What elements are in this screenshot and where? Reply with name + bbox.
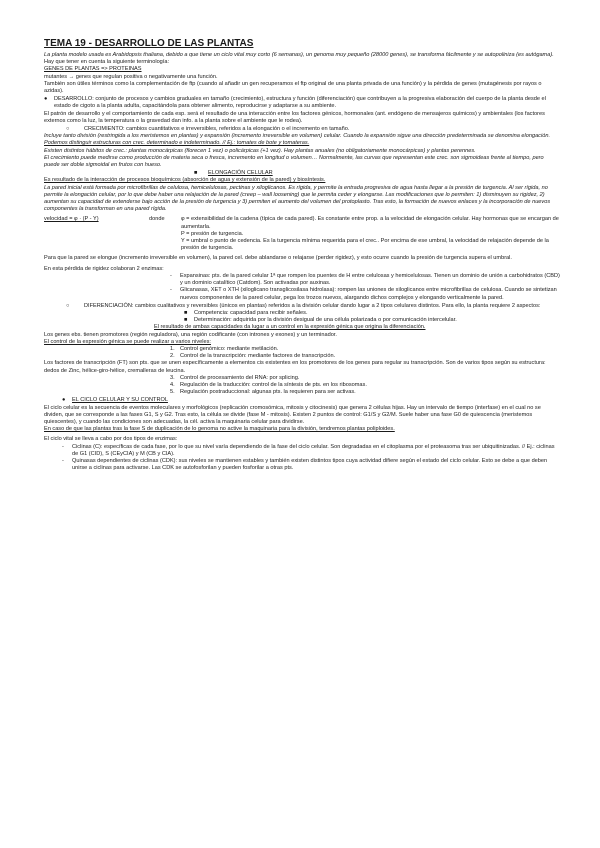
desarrollo-paragraph: El patrón de desarrollo y el comportamiento de cada esp. será el resultado de una interacción entre los factores génicos, hormonales (ant. endógeno de mensajeros químicos) y ambientales (los factores externos como la luz, la temperatura o la gravedad dan info. a la planta sobre el ambiente que le rodea). [44,110,545,124]
enzyme-item [44,287,560,301]
control-level [44,375,560,382]
crecimiento-definition: CRECIMIENTO: cambios cuantitativos e irreversibles, referidos a la elongación o el incremento en tamaño. [84,126,350,133]
circle-bullet-icon: ○ [66,302,70,309]
ciclo-item [44,444,560,458]
formula-block [44,216,560,252]
list-number: 5. [170,389,175,396]
ciclo-paragraph: El ciclo vital se lleva a cabo por dos tipos de enzimas: [44,436,178,443]
dash-bullet-icon: - [62,443,64,450]
bullet-diferenciacion [44,303,560,310]
diferenciacion-paragraph: Los factores de transcripción (FT) son pts. que se unen específicamente a elementos cis existentes en los promotores de los genes para regular su transcripción. Son de varios tipos según su estructura: dedos de Zinc, hélice-giro-hélice, cremalleras de leucina. [44,360,546,374]
dash-bullet-icon: - [170,272,172,279]
list-number: 3. [170,374,175,381]
bullet-dot-icon: ● [62,397,66,404]
ciclo-item-text: Ciclinas (C): específicas de cada fase, por lo que su nivel varía dependiendo de la fase del ciclo celular. Son degradadas en el citoplasma por el proteasoma tras ser ubiquitinizadas. // Ej.: ciclinas de G1 (CID), S (CEyCIA) y M (CB y CIA). [72,443,555,457]
circle-bullet-icon: ○ [66,126,70,133]
bullet-ciclo [44,397,560,404]
square-bullet-icon: ■ [194,170,198,177]
elongacion-paragraph: En esta pérdida de rigidez colaboran 2 enzimas: [44,265,164,272]
page-title: TEMA 19 - DESARROLLO DE LAS PLANTAS [44,38,254,49]
diferenciacion-item-text: Determinación: adquirida por la división desigual de una célula polarizada o por comunicación intercelular. [194,317,457,324]
list-number: 2. [170,353,175,360]
desarrollo-definition: DESARROLLO: conjunto de procesos y cambios graduales en tamaño (crecimiento), estructura y función (diferenciación) que contribuyen a la progresiva elaboración del cuerpo de la planta desde el estado de cigoto a la planta adulta, capacitándola para obtener alimento, reproducirse y adaptarse a su ambiente. [54,96,546,110]
elongacion-heading: ELONGACIÓN CELULAR [208,170,273,177]
formula-label: velocidad = φ · (P - Y) [44,216,99,223]
bullet-desarrollo [44,96,560,110]
bullet-crecimiento [44,126,560,133]
formula-variable: Y = umbral o punto de cedencia. Es la turgencia mínima requerida para el crec.. Por encima de ese umbral, la velocidad de relajación depende de la presión de turgencia. [181,238,549,252]
list-number: 1. [170,345,175,352]
diferenciacion-definition: DIFERENCIACIÓN: cambios cualitativos y reversibles (únicos en plantas) referidos a la división celular dando lugar a 2 tipos celulares distintos. Para ello, la planta requiere 2 aspectos: [84,302,541,309]
control-level-text: Control de procesamiento del RNA: por splicing. [180,374,300,381]
control-level-text: Regulación postraduccional: algunas pts. la requieren para ser activas. [180,389,356,396]
enzyme-text: Expansinas: pts. de la pared celular 1ª que rompen los puentes de H entre celulosas y hemicelulosas. Tienen un dominio de unión a carbohidratos (CBD) y un dominio catalítico (Catdom). Son activadas por auxinas. [180,272,560,287]
formula-variables [181,216,560,252]
ciclo-item [44,458,560,472]
intro-paragraph: La planta modelo usada es Arabidopsis thaliana, debido a que tiene un ciclo vital muy corto (6 semanas), un genoma muy pequeño (28000 genes), se transforma fácilmente y se autopoliniza (es autógama). [44,52,554,58]
dash-bullet-icon: - [170,287,172,294]
elongacion-paragraph: Es resultado de la interacción de procesos bioquímicos (absorción de agua y extensión de la pared) y biosíntesis. [44,177,326,184]
control-level-text: Control genómico: mediante metilación. [180,345,279,352]
ciclo-item-text: Quinasas dependientes de ciclinas (CDK): sus niveles se mantienen estables y también existen distintos tipos cuya actividad difiere según el estado del ciclo celular. Esto se debe a que deben unirse a ciclinas para activarse. Las CDK se autofosforilan y pueden fosforilar a otras pts. [72,457,548,472]
ciclo-heading: EL CICLO CELULAR Y SU CONTROL [72,397,168,404]
diferenciacion-paragraph: El control de la expresión génica se puede realizar a varios niveles: [44,338,211,345]
bullet-dot-icon: ● [44,96,48,103]
formula-donde: donde [149,216,165,223]
dash-bullet-icon: - [62,457,64,464]
diferenciacion-item-text: Competencia: capacidad para recibir señales. [194,309,308,316]
intro-line: GENES DE PLANTAS => PROTEINAS [44,66,142,73]
elongacion-paragraph: Para que la pared se elongue (incremento irreversible en volumen), la pared cel. debe ablandarse o relajarse (perder rigidez), y esto ocurre cuando la presión de turgencia supera el umbral. [44,255,512,262]
crecimiento-paragraph: Podemos distinguir estructuras con crec. determinado e indeterminado. // Ej.: tomates de bote y tomateras. [44,140,310,147]
diferenciacion-paragraph: El resultado de ambas capacidades da lugar a un control en la expresión génica que origina la diferenciación. [154,324,426,331]
intro-line: También son útiles términos como la complementación de ftp (cuando al añadir un gen recuperamos el ftp original de una planta privada de una función) y la pérdida de genes (mutagénesis por rayos o azidas). [44,80,542,95]
formula-variable: φ = extensibilidad de la cadena (típica de cada pared). Es constante entre prop. a la velocidad de elongación celular. Hay hormonas que se encargan de aumentarla. [181,216,559,230]
intro-line: mutantes → genes que regulan positiva o negativamente una función. [44,73,218,80]
enzyme-text: Glicanasas, XET o XTH (xiloglicano transglicosilasa hidrolasa): rompen las uniones de xiloglicanos entre microfibrillas de celulosa. Cuando se sintetizan nuevos componentes de la pared celular, pega los trozos nuevos, alargando dichos complejos y elongando verticalmente la pared. [180,287,557,301]
square-bullet-icon: ■ [184,317,188,324]
bullet-elongacion [44,170,560,177]
elongacion-paragraph: La pared inicial está formada por microfibrillas de celulosa, hemicelulosas, pectinas y xiloglicanos. Es rígida, y permite la entrada progresiva de agua hasta llegar a la presión de turgencia. Al ser rígida, no permite la elongación celular, por lo que debe haber una relajación de la pared (creep – wall loosening) que le permita ceder y elongarse. Las modificaciones que lo permiten: 1) disminuyen su rigidez, 2) aumentan su capacidad de extenderse bajo acción de la presión de turgencia y 3) permiten el aumento del volumen del protoplasto. Tras esto, la formación de nuevos enlaces y la incorporación de nuevos componentes la transforman en una pared rígida. [44,184,551,213]
enzyme-item [44,273,560,287]
control-level [44,353,560,360]
formula-variable: P = presión de turgencia. [181,230,244,237]
square-bullet-icon: ■ [184,309,188,316]
control-level-text: Regulación de la traducción: control de la síntesis de pts. en los ribosomas. [180,381,367,388]
ciclo-paragraph: El ciclo celular es la secuencia de eventos moleculares y morfológicos (replicación cromosómica, mitosis y citocinesis) que genera 2 células hijas. Hay un intervalo de tiempo (interfase) en el cual no se dividen, que se corresponde a las fases G1, S y G2. Tras esto, la célula se divide (fase M - mitosis). Existen 2 puntos de control: G1/S y G2/M. Suele haber una fase G0 de quiescencia (meristemos quiescentes), y cuando las condiciones son adecuadas, la cél. activa la maquinaria celular para dividirse. [44,404,541,425]
control-level [44,382,560,389]
control-level-text: Control de la transcripción: mediante factores de transcripción. [180,353,336,360]
control-level [44,389,560,396]
diferenciacion-item [44,317,560,324]
crecimiento-paragraph: El crecimiento puede medirse como producción de materia seca o fresca, incremento en longitud o volumen… Normalmente, las curvas que representan este crec. son sigmoideas frente al tiempo, pero puede ser doble sigmoidal en frutos con hueso. [44,154,544,169]
intro-line: Hay que tener en cuenta la siguiente terminología: [44,59,170,66]
crecimiento-paragraph: Existen distintos hábitos de crec.: plantas monocárpicas (florecen 1 vez) o policárpicas (+1 vez). Hay plantas anuales (no obligatoriamente monocárpicas) y plantas perennes. [44,147,476,154]
diferenciacion-paragraph: Los genes ebs. tienen promotores (región reguladora), una región codificante (con intrones y exones) y un terminador. [44,331,337,338]
ciclo-paragraph: En caso de que las plantas tras la fase S de duplicación de lo genoma no active la maquinaria para la división, tendremos plantas poliploides. [44,426,395,433]
list-number: 4. [170,381,175,388]
control-level [44,346,560,353]
crecimiento-paragraph: Incluye tanto división (restringida a los meristemos en plantas) y expansión (incremento irreversible en volumen) celular. Cuando la expansión sigue una dirección predeterminada se denomina elongación. [44,133,550,140]
diferenciacion-item [44,310,560,317]
